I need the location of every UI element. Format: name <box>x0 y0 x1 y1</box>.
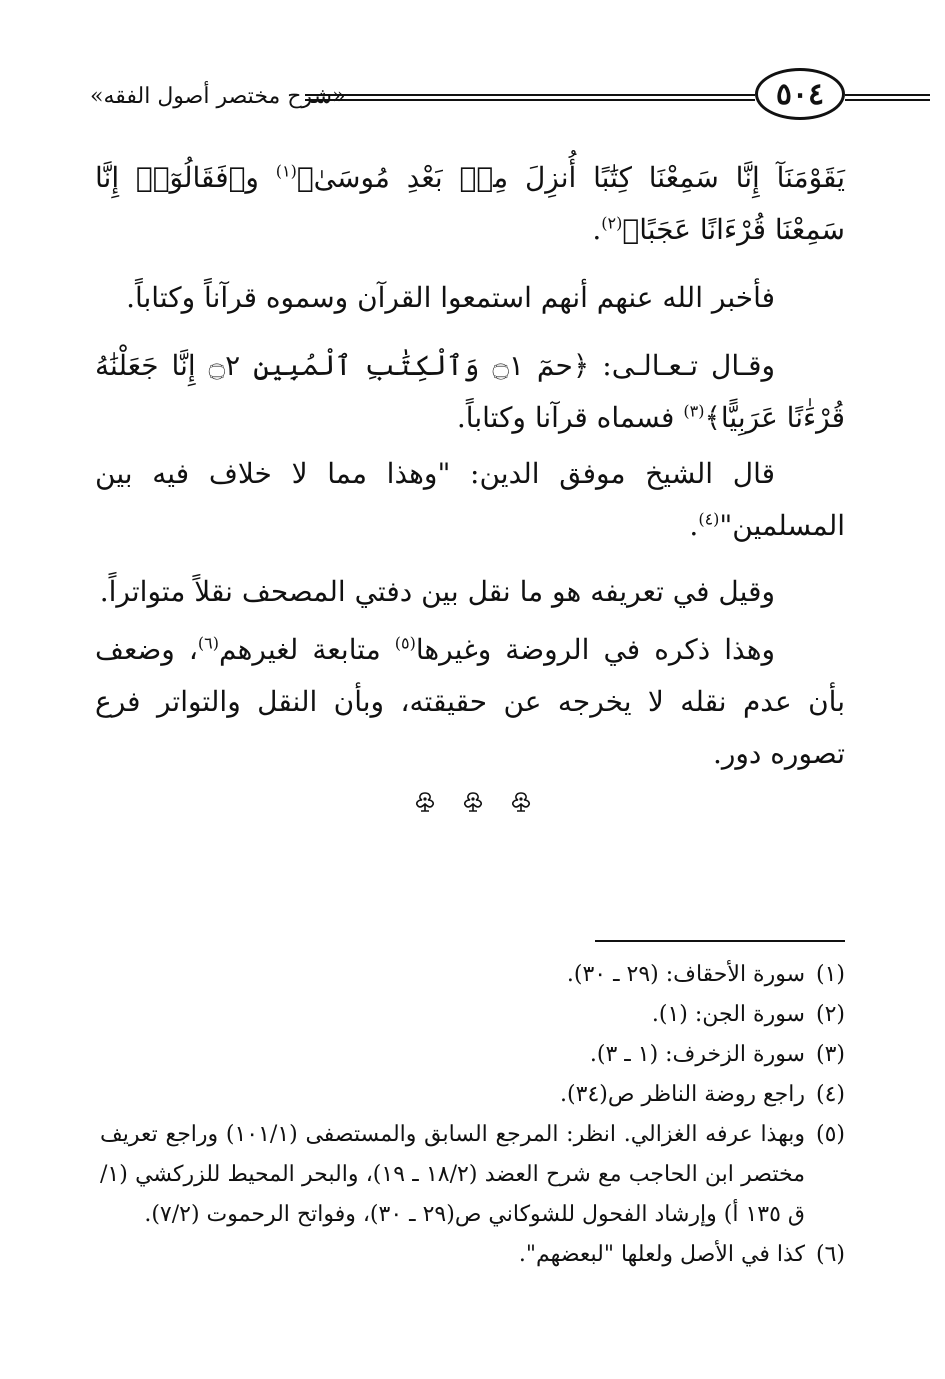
paragraph-text: متابعة لغيرهم <box>219 633 395 666</box>
footnote-text: وبهذا عرفه الغزالي. انظر: المرجع السابق والمستصفى (١٠١/١) وراجع تعريف مختصر ابن الحاجب مع شرح العضد (١٨/٢ ـ ١٩)، والبحر المحيط للزركشي (١/ق ١٣٥ أ) وإرشاد الفحول للشوكاني ص(٢٩ ـ ٣٠)، وفواتح الرحموت (٧/٢). <box>100 1122 806 1227</box>
paragraph-text <box>95 624 845 780</box>
page-number: ٥٠٤ <box>755 68 845 120</box>
footnote-text: كذا في الأصل ولعلها "لبعضهم". <box>518 1242 805 1267</box>
footnotes <box>100 955 845 1275</box>
fleuron-icon <box>410 790 440 814</box>
footnote-text: سورة الزخرف: (١ ـ ٣). <box>589 1042 805 1067</box>
footnote-text: سورة الجن: (١). <box>651 1002 805 1027</box>
footnote-number: (٤) <box>815 1082 845 1107</box>
paragraph-text: وهذا ذكره في الروضة وغيرها <box>415 633 775 666</box>
footnote-item <box>100 1115 845 1235</box>
footnote-text: راجع روضة الناظر ص(٣٤). <box>560 1082 805 1107</box>
paragraph-text: فسماه قرآنا وكتاباً. <box>456 401 684 434</box>
footnote-ref: (٤) <box>698 509 720 529</box>
footnote-ref: (٦) <box>197 633 219 653</box>
footnote-number: (٦) <box>815 1242 845 1267</box>
footnote-item <box>100 995 845 1035</box>
header-rule <box>305 94 755 101</box>
footnote-ref: (٢) <box>601 213 623 233</box>
paragraph-quote <box>95 448 845 552</box>
footnote-item <box>100 1235 845 1275</box>
paragraph-quran-quote <box>95 340 845 444</box>
footnote-ref: (٣) <box>683 401 705 421</box>
footnote-number: (٢) <box>815 1002 845 1027</box>
quran-verse-2: و﴿فَقَالُوٓا۟ إِنَّا سَمِعْنَا قُرْءَانًا عَجَبًا﴾ <box>95 161 845 246</box>
paragraph-text: فأخبر الله عنهم أنهم استمعوا القرآن وسموه قرآناً وكتاباً. <box>126 281 775 314</box>
paragraph-text: ، وضعف بأن عدم نقله لا يخرجه عن حقيقته، وبأن النقل والتواتر فرع تصوره دور. <box>95 633 845 770</box>
page-header <box>90 68 845 128</box>
footnote-item <box>100 1075 845 1115</box>
paragraph-quran-quote <box>95 152 845 256</box>
footnote-item <box>100 955 845 995</box>
fleuron-icon <box>458 790 488 814</box>
header-rule-right <box>845 94 930 101</box>
punctuation: . <box>689 509 699 542</box>
book-title: «شرح مختصر أصول الفقه» <box>90 84 346 109</box>
paragraph-text: وقيل في تعريفه هو ما نقل بين دفتي المصحف نقلاً متواتراً. <box>99 575 775 608</box>
footnote-divider <box>595 940 845 942</box>
footnote-item <box>100 1035 845 1075</box>
section-ornament <box>0 790 945 820</box>
footnote-number: (١) <box>815 962 845 987</box>
fleuron-icon <box>506 790 536 814</box>
quote-text: قال الشيخ موفق الدين: "وهذا مما لا خلاف فيه بين المسلمين" <box>95 457 845 542</box>
footnote-ref: (٥) <box>394 633 416 653</box>
quran-verse-1: يَقَوْمَنَآ إِنَّا سَمِعْنَا كِتَٰبًا أُنزِلَ مِنۢ بَعْدِ مُوسَىٰ﴾ <box>296 161 845 194</box>
punctuation: . <box>592 213 602 246</box>
quran-verse-3: وقـال تـعـالـى: ﴿حمٓ ۝١ وَٱلْكِتَٰبِ ٱلْمُبِينِ ۝٢ إِنَّا جَعَلْنَٰهُ قُرْءَٰنًا عَرَبِيًّا﴾ <box>95 349 845 434</box>
footnote-number: (٥) <box>815 1122 845 1147</box>
footnote-number: (٣) <box>815 1042 845 1067</box>
footnote-text: سورة الأحقاف: (٢٩ ـ ٣٠). <box>566 962 805 987</box>
footnote-ref: (١) <box>275 161 297 181</box>
